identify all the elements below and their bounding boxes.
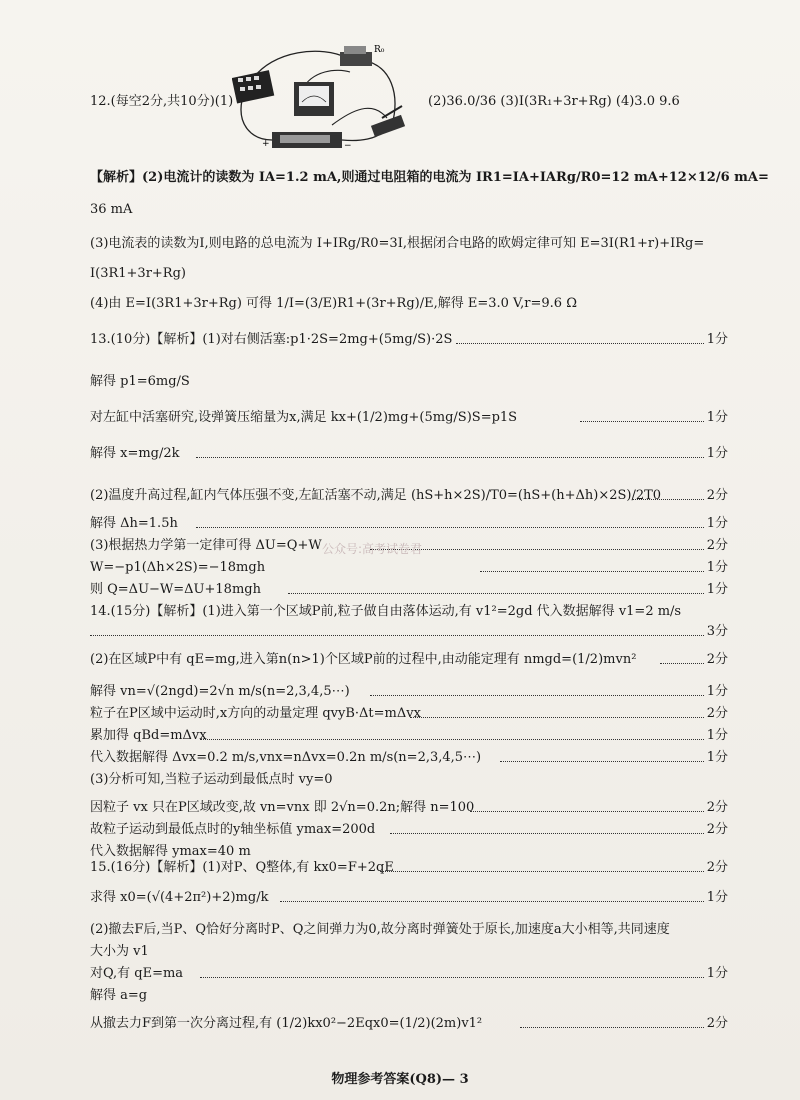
q14-line-6: 代入数据解得 Δvx=0.2 m/s,vnx=nΔvx=0.2n m/s(n=2,3,4,5⋯) 1分 — [0, 746, 800, 770]
q15-line-1: 15.(16分)【解析】(1)对P、Q整体,有 kx0=F+2qE 2分 — [0, 856, 800, 880]
q14-line-3: 解得 vn=√(2ngd)=2√n m/s(n=2,3,4,5⋯) 1分 — [0, 680, 800, 704]
q14-line-7: (3)分析可知,当粒子运动到最低点时 vy=0 — [90, 772, 333, 787]
q12-analysis-line-2: (3)电流表的读数为I,则电路的总电流为 I+IRg/R0=3I,根据闭合电路的欧姆定律可知 E=3I(R1+r)+IRg= — [90, 236, 705, 251]
q13-line-3: 对左缸中活塞研究,设弹簧压缩量为x,满足 kx+(1/2)mg+(5mg/S)S=p1S 1分 — [0, 406, 800, 430]
q14-line-10: 代入数据解得 ymax=40 m — [90, 844, 251, 859]
q12-analysis-line-1: 【解析】(2)电流计的读数为 IA=1.2 mA,则通过电阻箱的电流为 IR1=IA+IARg/R0=12 mA+12×12/6 mA= — [90, 170, 769, 185]
q13-line-2: 解得 p1=6mg/S — [90, 374, 190, 389]
q13-line-8: W=−p1(Δh×2S)=−18mgh 1分 — [0, 556, 800, 580]
q12-analysis-line-2b: I(3R1+3r+Rg) — [90, 266, 186, 281]
q13-line-5: (2)温度升高过程,缸内气体压强不变,左缸活塞不动,满足 (hS+h×2S)/T0=(hS+(h+Δh)×2S)/2T0 2分 — [0, 484, 800, 508]
q12-heading: 12.(每空2分,共10分)(1) — [90, 94, 234, 109]
q14-line-1b: 3分 — [0, 620, 800, 644]
q12-answers: (2)36.0/36 (3)I(3R₁+3r+Rg) (4)3.0 9.6 — [428, 94, 680, 109]
q15-line-2: 求得 x0=(√(4+2π²)+2)mg/k 1分 — [0, 886, 800, 910]
q13-line-6: 解得 Δh=1.5h 1分 — [0, 512, 800, 536]
q15-line-5: 解得 a=g — [90, 988, 148, 1003]
q14-line-5: 累加得 qBd=mΔvx 1分 — [0, 724, 800, 748]
circuit-diagram — [232, 40, 410, 152]
q13-line-7: (3)根据热力学第一定律可得 ΔU=Q+W 2分 — [0, 534, 800, 558]
q15-line-3b: 大小为 v1 — [90, 944, 149, 959]
q15-line-3: (2)撤去F后,当P、Q恰好分离时P、Q之间弹力为0,故分离时弹簧处于原长,加速度a大小相等,共同速度 — [90, 922, 670, 937]
page-footer: 物理参考答案(Q8)— 3 — [331, 1072, 469, 1087]
r0-label: R₀ — [374, 45, 385, 55]
svg-text:−: − — [344, 141, 352, 151]
q15-line-4: 对Q,有 qE=ma 1分 — [0, 962, 800, 986]
q12-analysis-line-1b: 36 mA — [90, 202, 133, 217]
q14-line-2: (2)在区域P中有 qE=mg,进入第n(n>1)个区域P前的过程中,由动能定理有 nmgd=(1/2)mvn² 2分 — [0, 648, 800, 672]
q14-line-9: 故粒子运动到最低点时的y轴坐标值 ymax=200d 2分 — [0, 818, 800, 842]
q14-line-1: 14.(15分)【解析】(1)进入第一个区域P前,粒子做自由落体运动,有 v1²=2gd 代入数据解得 v1=2 m/s — [90, 604, 682, 619]
svg-text:+: + — [262, 139, 270, 149]
watermark-text: 公众号:高考试卷君 — [322, 542, 423, 556]
q14-line-4: 粒子在P区域中运动时,x方向的动量定理 qvyB·Δt=mΔvx 2分 — [0, 702, 800, 726]
q13-line-1: 13.(10分)【解析】(1)对右侧活塞:p1·2S=2mg+(5mg/S)·2S 1分 — [0, 328, 800, 352]
q13-line-4: 解得 x=mg/2k 1分 — [0, 442, 800, 466]
q12-analysis-line-3: (4)由 E=I(3R1+3r+Rg) 可得 1/I=(3/E)R1+(3r+Rg)/E,解得 E=3.0 V,r=9.6 Ω — [90, 296, 577, 311]
q13-line-9: 则 Q=ΔU−W=ΔU+18mgh 1分 — [0, 578, 800, 602]
q15-line-6: 从撤去力F到第一次分离过程,有 (1/2)kx0²−2Eqx0=(1/2)(2m)v1² 2分 — [0, 1012, 800, 1036]
q14-line-8: 因粒子 vx 只在P区域改变,故 vn=vnx 即 2√n=0.2n;解得 n=100 2分 — [0, 796, 800, 820]
